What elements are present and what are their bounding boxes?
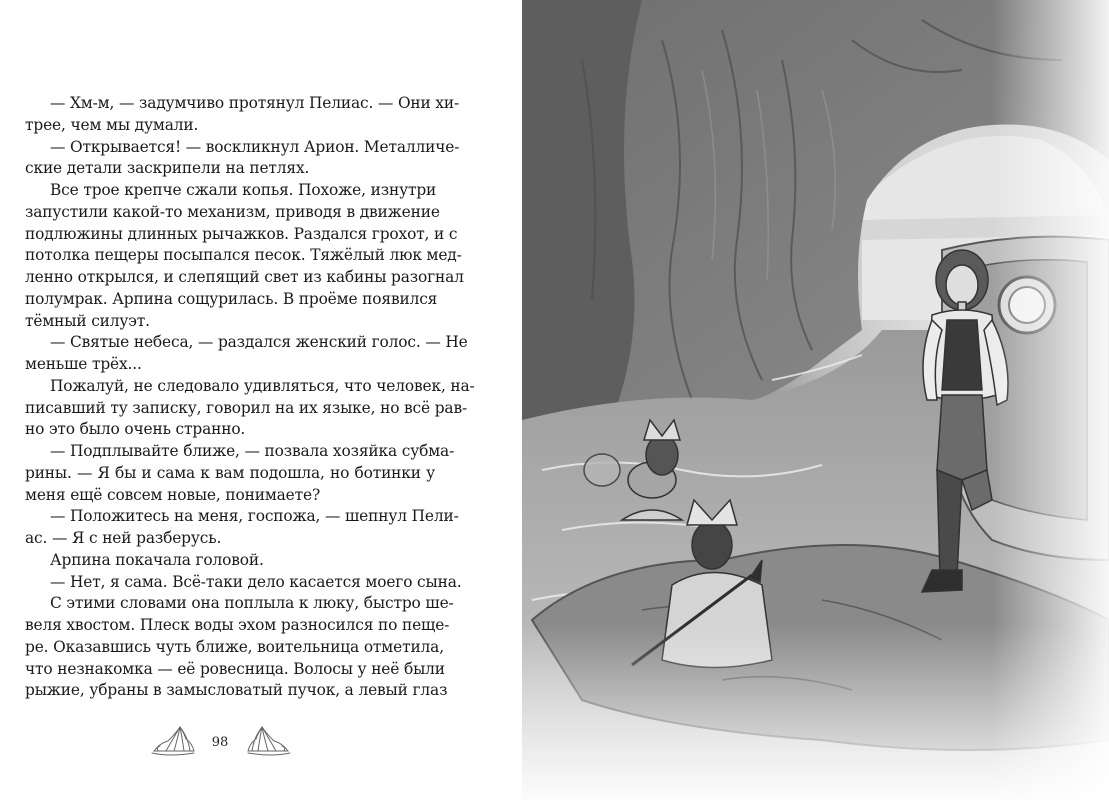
text-line: Пожалуй, не следовало удивляться, что человек, на-: [50, 376, 475, 395]
text-line: С этими словами она поплыла к люку, быстро ше-: [50, 594, 454, 613]
text-line: писавший ту записку, говорил на их языке, но всё рав-: [25, 398, 468, 417]
page-footer: [150, 723, 290, 763]
text-line: — Хм-м, — задумчиво протянул Пелиас. — Они хи-: [50, 94, 460, 112]
text-line: — Нет, я сама. Всё-таки дело касается моего сына.: [50, 572, 462, 591]
text-line: тёмный силуэт.: [25, 311, 150, 330]
text-line: полумрак. Арпина сощурилась. В проёме появился: [25, 289, 438, 308]
text-line: Арпина покачала головой.: [50, 550, 264, 569]
shell-icon: [246, 723, 292, 759]
text-line: Все трое крепче сжали копья. Похоже, изнутри: [50, 181, 437, 199]
text-line: ре. Оказавшись чуть ближе, воительница отметила,: [25, 637, 444, 656]
text-line: ские детали заскрипели на петлях.: [25, 159, 310, 178]
text-line: трее, чем мы думали.: [25, 115, 199, 134]
text-line: ас. — Я с ней разберусь.: [25, 529, 222, 547]
text-line: рыжие, убраны в замысловатый пучок, а левый глаз: [25, 681, 448, 700]
text-line: но это было очень странно.: [25, 420, 246, 439]
text-line: рины. — Я бы и сама к вам подошла, но ботинки у: [25, 463, 435, 482]
text-line: подлюжины длинных рычажков. Раздался грохот, и с: [25, 224, 458, 243]
body-text: [25, 93, 475, 702]
text-line: что незнакомка — её ровесница. Волосы у неё были: [25, 659, 445, 678]
text-line: — Положитесь на меня, госпожа, — шепнул Пели-: [50, 507, 459, 526]
text-line: — Святые небеса, — раздался женский голос. — Не: [50, 333, 468, 352]
text-page: [0, 0, 522, 800]
text-line: запустили какой-то механизм, приводя в движение: [25, 202, 440, 221]
text-line: веля хвостом. Плеск воды эхом разносился по пеще-: [25, 616, 450, 634]
text-line: меня ещё совсем новые, понимаете?: [25, 485, 321, 504]
text-line: меньше трёх...: [25, 355, 142, 373]
text-line: потолка пещеры посыпался песок. Тяжёлый люк мед-: [25, 246, 462, 265]
text-line: — Подплывайте ближе, — позвала хозяйка субма-: [50, 442, 455, 460]
text-line: — Открывается! — воскликнул Арион. Металличе-: [50, 137, 460, 156]
sea-cave-illustration: [522, 0, 1109, 800]
page-number: 98: [211, 735, 229, 750]
text-line: ленно открылся, и слепящий свет из кабины разогнал: [25, 268, 464, 286]
